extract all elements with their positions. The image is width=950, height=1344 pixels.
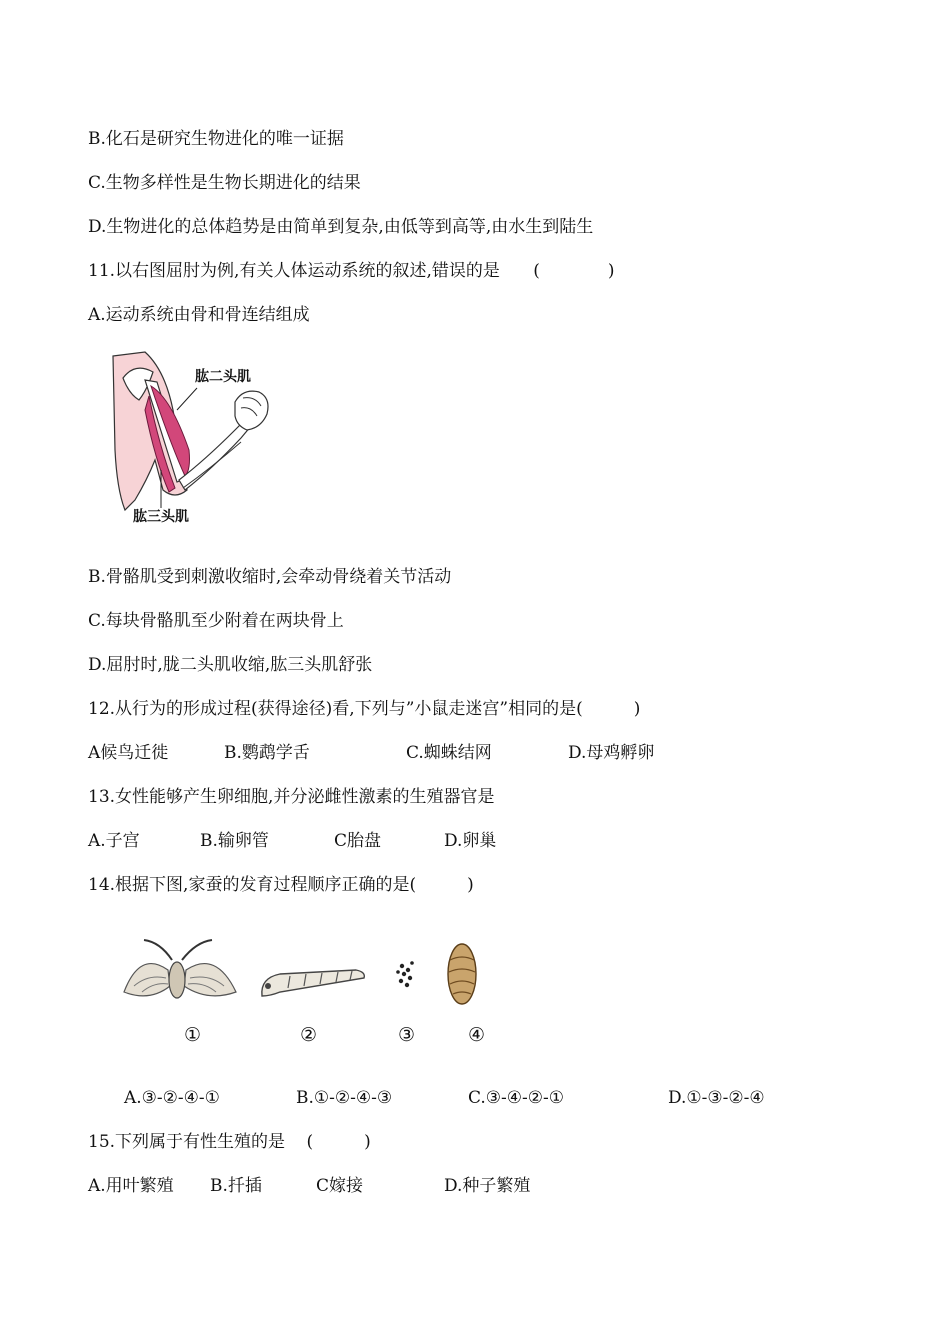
biceps-label: 肱二头肌	[195, 369, 251, 385]
q13-option-b: B.输卵管	[200, 831, 269, 851]
q13-option-a: A.子宫	[88, 831, 140, 851]
q15-option-a: A.用叶繁殖	[88, 1176, 174, 1196]
triceps-label: 肱三头肌	[133, 509, 189, 525]
stage-label-4: ④	[468, 1024, 486, 1046]
moth-icon	[124, 940, 236, 998]
q14-option-a: A.③-②-④-①	[124, 1088, 220, 1108]
q15-answer-paren: ( )	[306, 1132, 371, 1152]
q12-option-c: C.蜘蛛结网	[406, 743, 492, 763]
silkworm-larva-icon	[262, 970, 365, 996]
silkworm-stages-figure	[120, 930, 500, 1010]
eggs-icon	[396, 961, 414, 987]
q10-option-c: C.生物多样性是生物长期进化的结果	[88, 173, 361, 193]
q13-option-d: D.卵巢	[444, 831, 497, 851]
q11-option-c: C.每块骨骼肌至少附着在两块骨上	[88, 611, 344, 631]
q12-option-d: D.母鸡孵卵	[568, 743, 655, 763]
q10-option-b: B.化石是研究生物进化的唯一证据	[88, 129, 344, 149]
q12-stem: 12.从行为的形成过程(获得途径)看,下列与”小鼠走迷宫”相同的是( )	[88, 699, 641, 719]
q14-option-c: C.③-④-②-①	[468, 1088, 564, 1108]
q14-option-d: D.①-③-②-④	[668, 1088, 765, 1108]
q11-option-a: A.运动系统由骨和骨连结组成	[88, 305, 310, 325]
cocoon-pupa-icon	[448, 944, 476, 1004]
q14-option-b: B.①-②-④-③	[296, 1088, 393, 1108]
q15-stem	[88, 1131, 371, 1153]
q15-option-c: C嫁接	[316, 1176, 364, 1196]
q12-option-b: B.鹦鹉学舌	[224, 743, 310, 763]
q15-stem-text: 15.下列属于有性生殖的是	[88, 1132, 286, 1152]
arm-flexion-figure	[105, 350, 280, 530]
q13-option-c: C胎盘	[334, 831, 382, 851]
q12-option-a: A候鸟迁徙	[88, 743, 169, 763]
q15-option-d: D.种子繁殖	[444, 1176, 531, 1196]
q11-stem-text: 11.以右图屈肘为例,有关人体运动系统的叙述,错误的是	[88, 261, 500, 281]
q15-option-b: B.扦插	[210, 1176, 262, 1196]
q11-stem	[88, 260, 615, 282]
q13-stem: 13.女性能够产生卵细胞,并分泌雌性激素的生殖器官是	[88, 787, 495, 807]
stage-label-2: ②	[300, 1024, 318, 1046]
q11-option-b: B.骨骼肌受到刺激收缩时,会牵动骨绕着关节活动	[88, 567, 452, 587]
stage-label-1: ①	[184, 1024, 202, 1046]
stage-label-3: ③	[398, 1024, 416, 1046]
q10-option-d: D.生物进化的总体趋势是由简单到复杂,由低等到高等,由水生到陆生	[88, 217, 594, 237]
arm-bone-muscle-icon	[105, 350, 280, 530]
q14-stem: 14.根据下图,家蚕的发育过程顺序正确的是( )	[88, 875, 474, 895]
q11-option-d: D.屈肘时,胧二头肌收缩,肱三头肌舒张	[88, 655, 373, 675]
q11-answer-paren: ( )	[533, 261, 615, 281]
